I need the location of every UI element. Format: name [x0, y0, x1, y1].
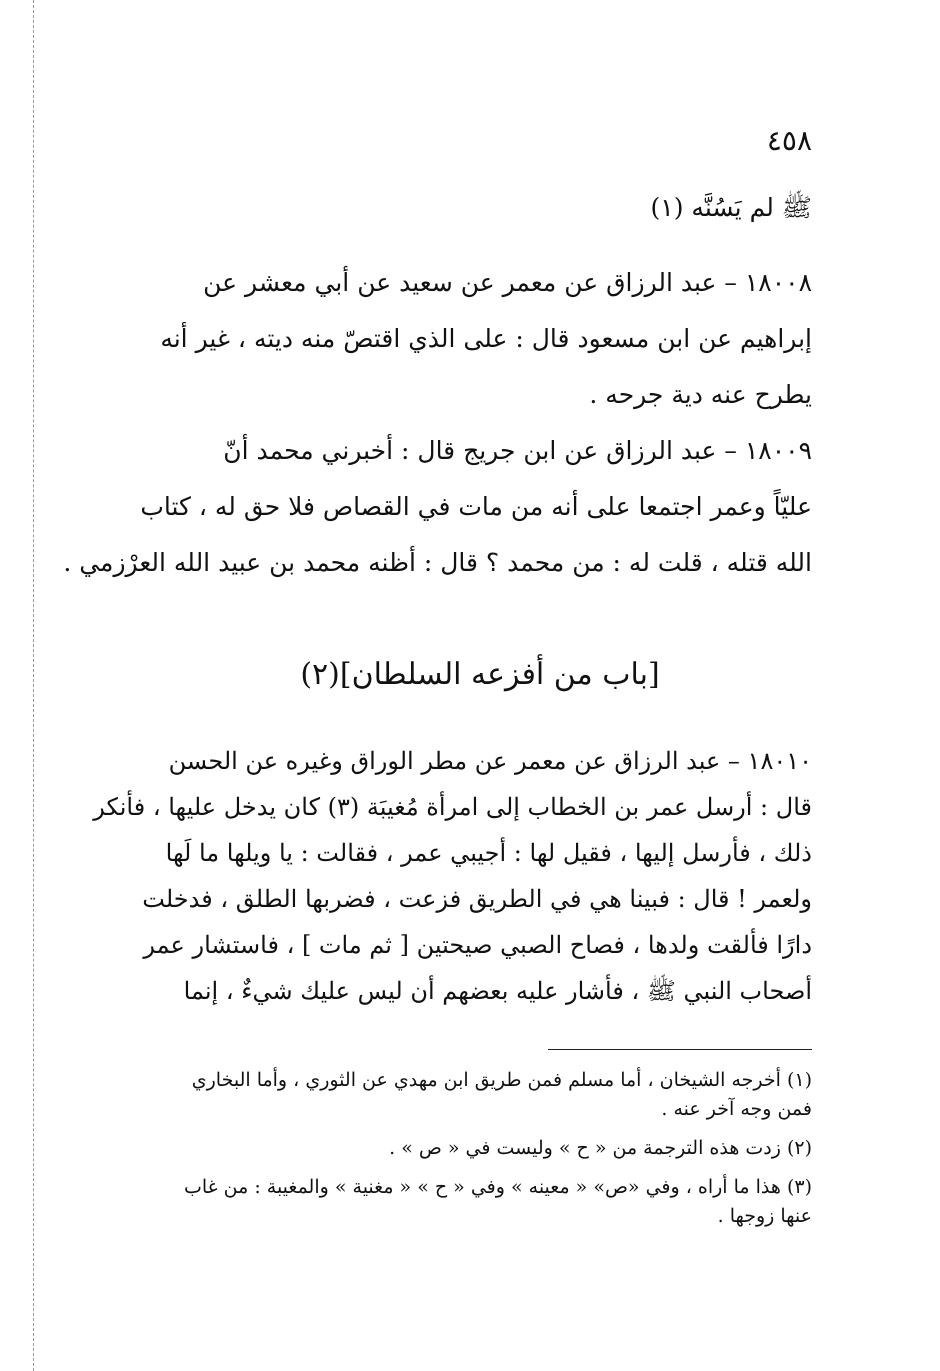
text-line: قال : أرسل عمر بن الخطاب إلى امرأة مُغيبَة (٣) كان يدخل عليها ، فأنكر — [93, 793, 812, 821]
footnote-1 — [148, 1066, 812, 1124]
footnote-gap — [148, 1163, 812, 1173]
chapter-heading: [باب من أفزعه السلطان](٢) — [300, 657, 660, 692]
footnote-2 — [148, 1134, 812, 1163]
footnote-line: (٣) هذا ما أراه ، وفي «ص» « معينه » وفي « ح » « مغنية » والمغيبة : من غاب — [183, 1176, 812, 1198]
text-line: إبراهيم عن ابن مسعود قال : على الذي اقتصّ منه ديته ، غير أنه — [160, 324, 812, 353]
page-edge-line — [33, 0, 34, 1371]
text-line: عليّاً وعمر اجتمعا على أنه من مات في القصاص فلا حق له ، كتاب — [140, 492, 812, 521]
paragraph-18008 — [148, 255, 812, 423]
paragraph-18009 — [63, 423, 812, 591]
text-line: ١٨٠١٠ – عبد الرزاق عن معمر عن مطر الوراق وغيره عن الحسن — [168, 747, 812, 775]
text-line: ١٨٠٠٩ – عبد الرزاق عن ابن جريج قال : أخبرني محمد أنّ — [223, 436, 812, 465]
footnote-line: (١) أخرجه الشيخان ، أما مسلم فمن طريق ابن مهدي عن الثوري ، وأما البخاري — [191, 1069, 812, 1091]
text-line: يطرح عنه دية جرحه . — [589, 380, 812, 409]
footnote-3 — [148, 1173, 812, 1231]
footnotes — [148, 1066, 812, 1231]
footnote-separator — [548, 1049, 812, 1050]
footnote-line: فمن وجه آخر عنه . — [661, 1098, 812, 1120]
text-line: ذلك ، فأرسل إليها ، فقيل لها : أجيبي عمر ، فقالت : يا ويلها ما لَها — [165, 839, 812, 867]
text-line: ﷺ لم يَسُنَّه (١) — [650, 193, 812, 222]
paragraph-18010 — [93, 738, 812, 1014]
footnote-gap — [148, 1124, 812, 1134]
page-number: ٤٥٨ — [766, 124, 812, 157]
text-line: الله قتله ، قلت له : من محمد ؟ قال : أظنه محمد بن عبيد الله العرْزمي . — [63, 548, 812, 577]
text-line: دارًا فألقت ولدها ، فصاح الصبي صيحتين [ ثم مات ] ، فاستشار عمر — [143, 931, 812, 959]
top-fragment-line — [148, 180, 812, 236]
text-line: ولعمر ! قال : فبينا هي في الطريق فزعت ، فضربها الطلق ، فدخلت — [142, 885, 812, 913]
footnote-line: (٢) زدت هذه الترجمة من « ح » وليست في « ص » . — [389, 1137, 812, 1159]
text-line: أصحاب النبي ﷺ ، فأشار عليه بعضهم أن ليس عليك شيءٌ ، إنما — [183, 977, 812, 1005]
footnote-line: عنها زوجها . — [717, 1205, 812, 1227]
text-line: ١٨٠٠٨ – عبد الرزاق عن معمر عن سعيد عن أبي معشر عن — [203, 268, 812, 297]
